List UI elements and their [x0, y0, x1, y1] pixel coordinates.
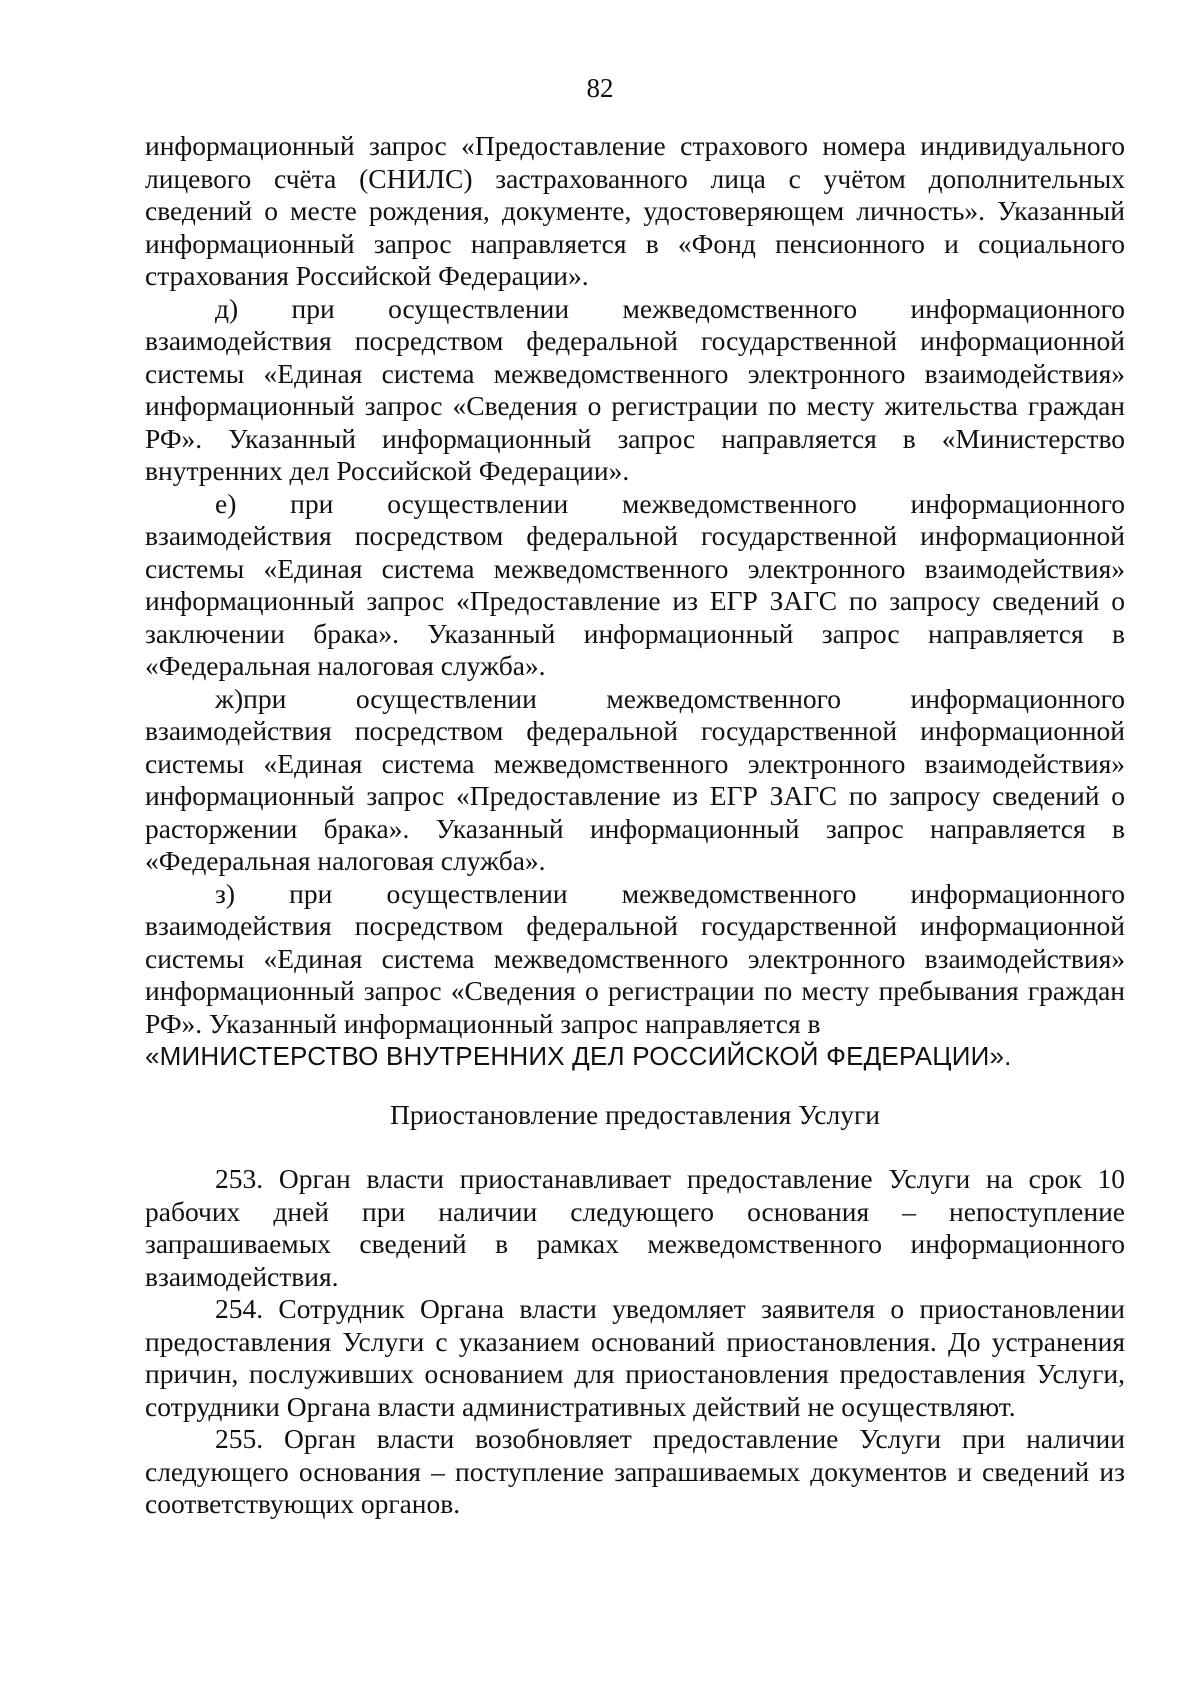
paragraph-item-e: е) при осуществлении межведомственного информационного взаимодействия посредством федеральной государственной информационной системы «Единая система межведомственного электронного взаимодействия» информационный запрос «Предоставление из ЕГР ЗАГС по запросу сведений о заключении брака». Указанный информационный запрос направляется в «Федеральная налоговая служба».	[145, 487, 1125, 681]
section-heading: Приостановление предоставления Услуги	[390, 1098, 880, 1130]
paragraph-254: 254. Сотрудник Органа власти уведомляет заявителя о приостановлении предоставления Услуги с указанием оснований приостановления. До устранения причин, послуживших основанием для приостановления предоставления Услуги, сотрудники Органа власти административных действий не осуществляют.	[145, 1293, 1125, 1422]
paragraph-item-d: д) при осуществлении межведомственного информационного взаимодействия посредством федеральной государственной информационной системы «Единая система межведомственного электронного взаимодействия» информационный запрос «Сведения о регистрации по месту жительства граждан РФ». Указанный информационный запрос направляется в «Министерство внутренних дел Российской Федерации».	[145, 292, 1125, 486]
paragraph-continuation: информационный запрос «Предоставление страхового номера индивидуального лицевого счёта (СНИЛС) застрахованного лица с учётом дополнительных сведений о месте рождения, документе, удостоверяющем личность». Указанный информационный запрос направляется в «Фонд пенсионного и социального страхования Российской Федерации».	[145, 130, 1125, 291]
paragraph-253: 253. Орган власти приостанавливает предоставление Услуги на срок 10 рабочих дней при наличии следующего основания – непоступление запрашиваемых сведений в рамках межведомственного информационного взаимодействия.	[145, 1163, 1125, 1292]
paragraph-item-zh: ж)при осуществлении межведомственного информационного взаимодействия посредством федеральной государственной информационной системы «Единая система межведомственного электронного взаимодействия» информационный запрос «Предоставление из ЕГР ЗАГС по запросу сведений о расторжении брака». Указанный информационный запрос направляется в «Федеральная налоговая служба».	[145, 682, 1125, 876]
paragraph-item-z-recipient	[145, 1040, 1125, 1073]
recipient-caps-text: «МИНИСТЕРСТВО ВНУТРЕННИХ ДЕЛ РОССИЙСКОЙ ФЕДЕРАЦИИ».	[145, 1041, 1012, 1071]
document-body	[145, 130, 1125, 1521]
paragraph-255: 255. Орган власти возобновляет предоставление Услуги при наличии следующего основания – поступление запрашиваемых документов и сведений из соответствующих органов.	[145, 1423, 1125, 1519]
paragraph-item-z: з) при осуществлении межведомственного информационного взаимодействия посредством федеральной государственной информационной системы «Единая система межведомственного электронного взаимодействия» информационный запрос «Сведения о регистрации по месту пребывания граждан РФ». Указанный информационный запрос направляется в	[145, 877, 1125, 1039]
page-number: 82	[586, 73, 614, 103]
